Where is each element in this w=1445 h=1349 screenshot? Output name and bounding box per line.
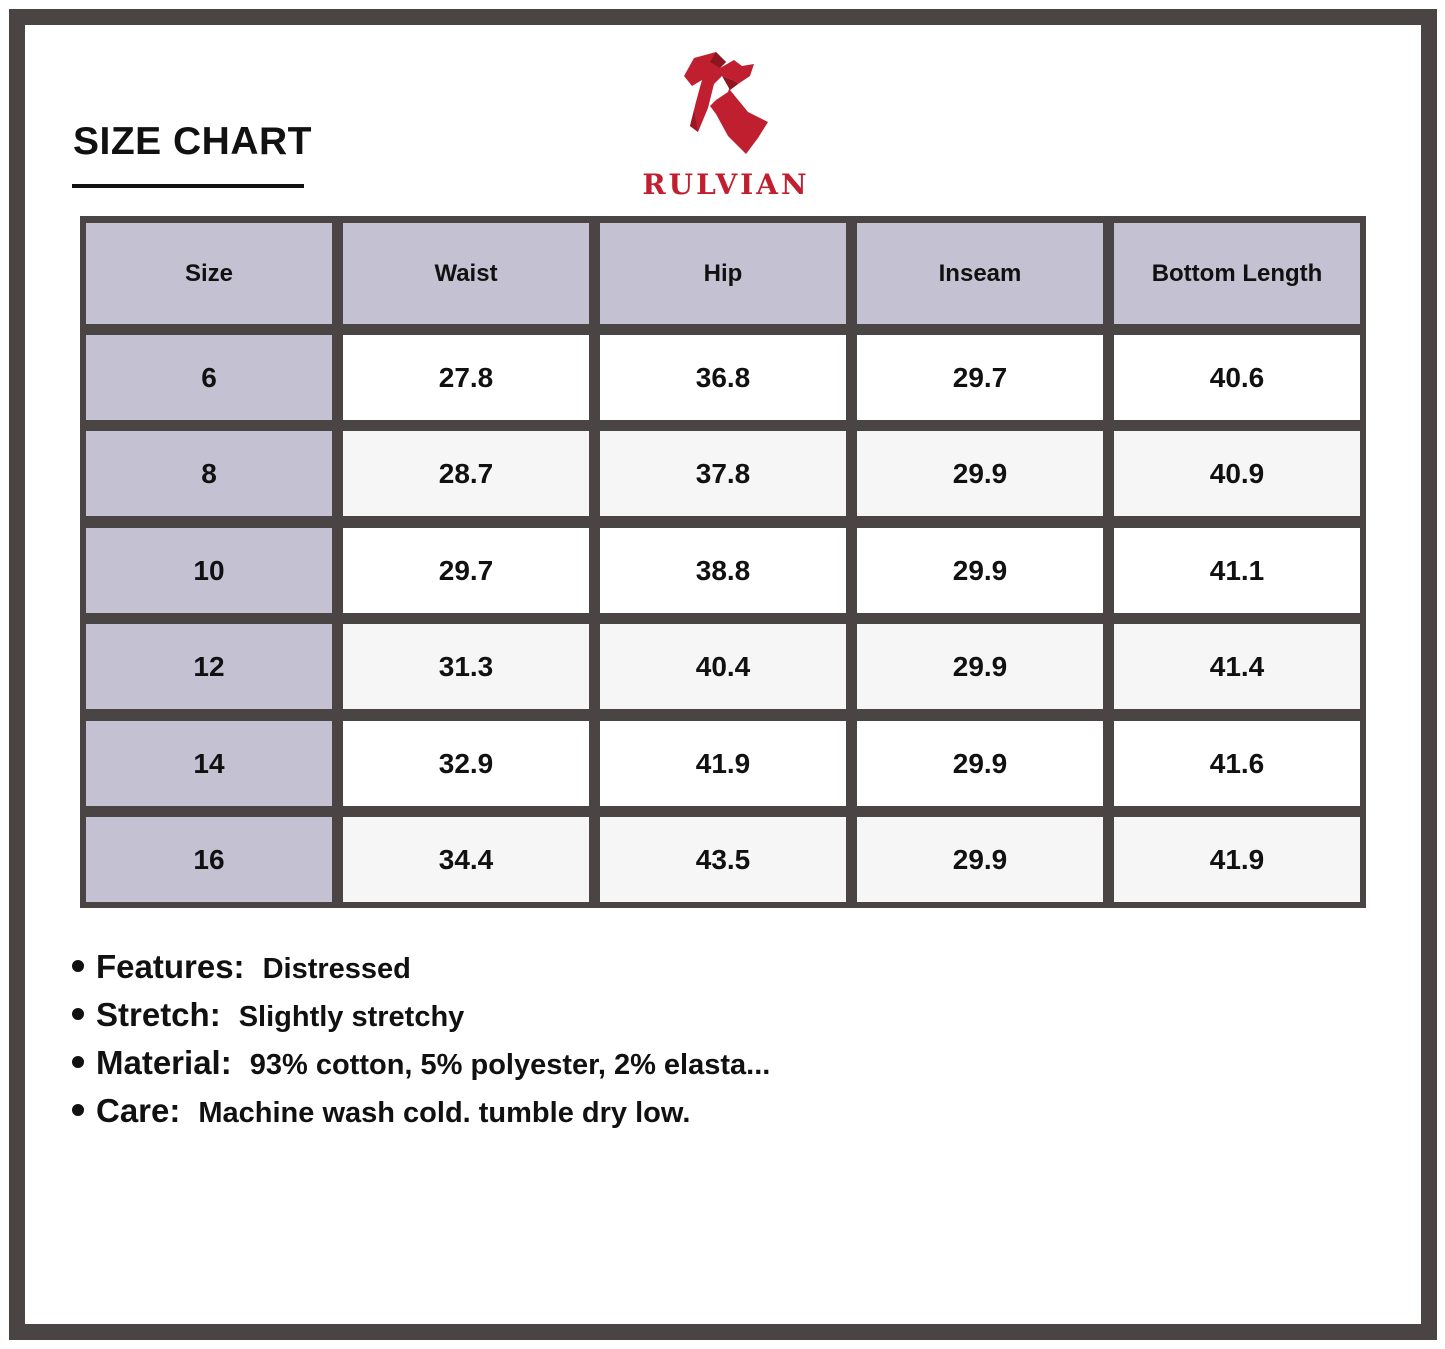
bottom-length-cell: 40.9 xyxy=(1114,431,1360,516)
inseam-cell: 29.9 xyxy=(857,431,1103,516)
column-header-inseam: Inseam xyxy=(857,223,1103,324)
bullet-icon xyxy=(72,960,84,972)
size-cell: 16 xyxy=(86,817,332,902)
hip-cell: 43.5 xyxy=(600,817,846,902)
bullet-icon xyxy=(72,1056,84,1068)
feature-item-stretch xyxy=(72,996,464,1034)
feature-value: 93% cotton, 5% polyester, 2% elasta... xyxy=(249,1049,771,1081)
feature-label: Care: xyxy=(96,1092,181,1129)
hip-cell: 37.8 xyxy=(600,431,846,516)
page-title: SIZE CHART xyxy=(73,120,312,163)
hip-cell: 38.8 xyxy=(600,528,846,613)
column-header-hip: Hip xyxy=(600,223,846,324)
inseam-cell: 29.9 xyxy=(857,528,1103,613)
bottom-length-cell: 40.6 xyxy=(1114,335,1360,420)
column-header-waist: Waist xyxy=(343,223,589,324)
waist-cell: 27.8 xyxy=(343,335,589,420)
bottom-length-cell: 41.9 xyxy=(1114,817,1360,902)
waist-cell: 28.7 xyxy=(343,431,589,516)
size-cell: 10 xyxy=(86,528,332,613)
column-header-size: Size xyxy=(86,223,332,324)
waist-cell: 34.4 xyxy=(343,817,589,902)
feature-item-features xyxy=(72,948,411,986)
brand-logo xyxy=(620,50,830,200)
column-header-bottom-length: Bottom Length xyxy=(1114,223,1360,324)
feature-value: Slightly stretchy xyxy=(238,1001,465,1033)
bullet-icon xyxy=(72,1008,84,1020)
brand-r-logo-icon xyxy=(676,50,776,162)
waist-cell: 31.3 xyxy=(343,624,589,709)
bottom-length-cell: 41.6 xyxy=(1114,721,1360,806)
feature-value: Distressed xyxy=(262,953,411,985)
bottom-length-cell: 41.1 xyxy=(1114,528,1360,613)
waist-cell: 32.9 xyxy=(343,721,589,806)
inseam-cell: 29.7 xyxy=(857,335,1103,420)
size-cell: 6 xyxy=(86,335,332,420)
size-cell: 12 xyxy=(86,624,332,709)
waist-cell: 29.7 xyxy=(343,528,589,613)
feature-label: Material: xyxy=(96,1044,232,1081)
bullet-icon xyxy=(72,1104,84,1116)
feature-label: Stretch: xyxy=(96,996,221,1033)
feature-value: Machine wash cold. tumble dry low. xyxy=(198,1097,691,1129)
title-underline xyxy=(72,184,304,188)
size-table xyxy=(80,216,1366,908)
inseam-cell: 29.9 xyxy=(857,721,1103,806)
feature-item-material xyxy=(72,1044,770,1082)
inseam-cell: 29.9 xyxy=(857,624,1103,709)
feature-item-care xyxy=(72,1092,690,1130)
size-cell: 8 xyxy=(86,431,332,516)
feature-label: Features: xyxy=(96,948,245,985)
size-cell: 14 xyxy=(86,721,332,806)
inseam-cell: 29.9 xyxy=(857,817,1103,902)
brand-name: RULVIAN xyxy=(642,168,810,201)
hip-cell: 40.4 xyxy=(600,624,846,709)
hip-cell: 36.8 xyxy=(600,335,846,420)
bottom-length-cell: 41.4 xyxy=(1114,624,1360,709)
hip-cell: 41.9 xyxy=(600,721,846,806)
